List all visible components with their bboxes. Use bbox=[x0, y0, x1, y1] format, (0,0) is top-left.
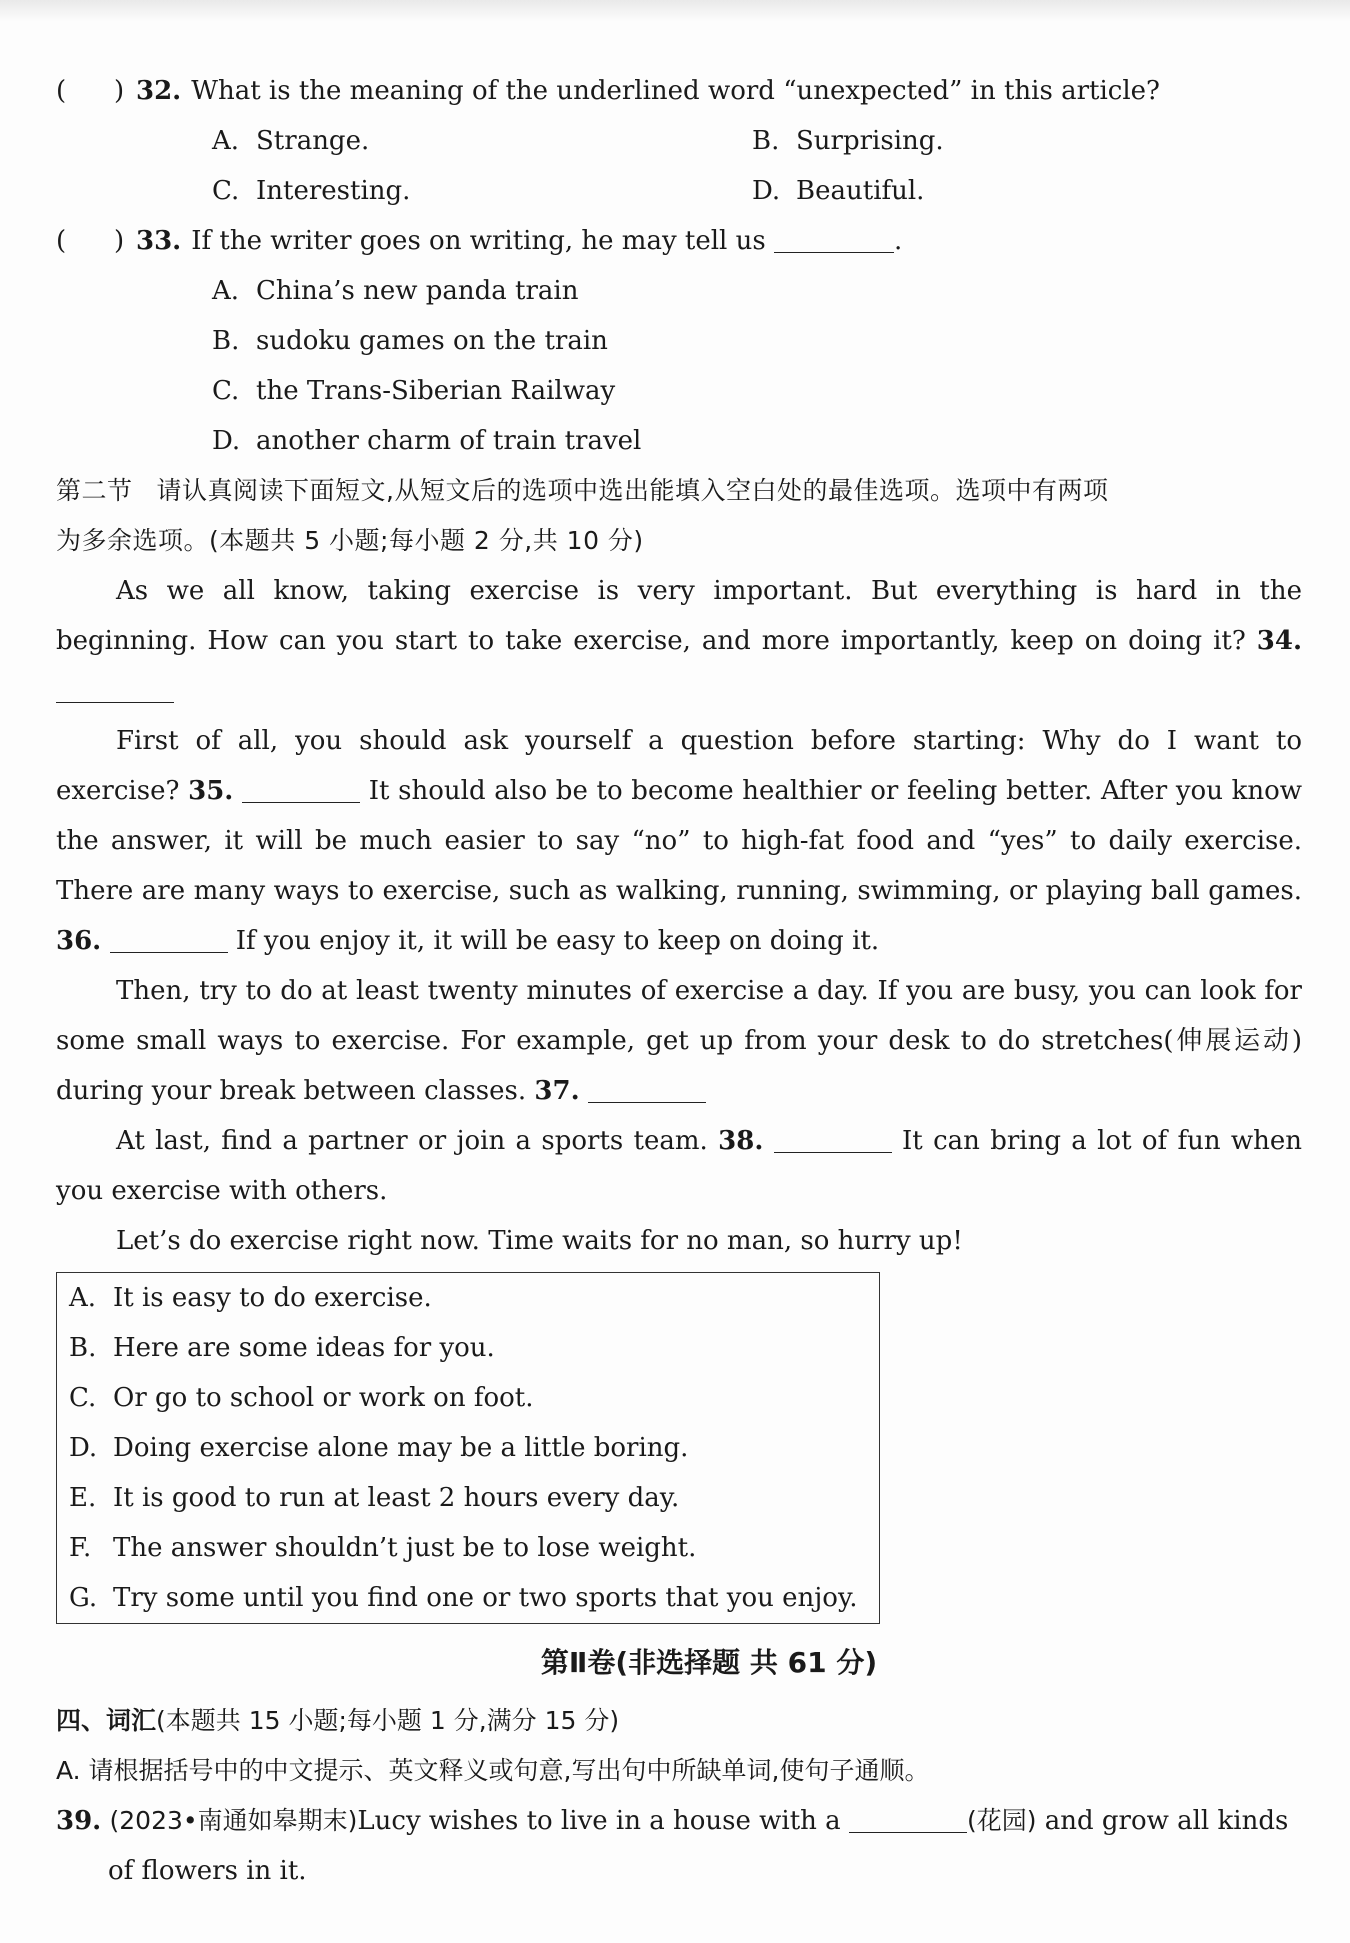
answer-blank-38[interactable] bbox=[774, 1118, 892, 1153]
blank-number-36: 36. bbox=[56, 926, 102, 956]
choice-c: C. Or go to school or work on foot. bbox=[69, 1383, 534, 1413]
option-c: C. Interesting. bbox=[212, 176, 411, 206]
question-stem: What is the meaning of the underlined word “unexpected” in this article? bbox=[191, 76, 1160, 106]
choice-a: A. It is easy to do exercise. bbox=[69, 1283, 432, 1313]
option-a: A. Strange. bbox=[212, 126, 370, 156]
section-4-subheading-a: A. 请根据括号中的中文提示、英文释义或句意,写出句中所缺单词,使句子通顺。 bbox=[56, 1756, 930, 1785]
section-4-heading: 四、词汇(本题共 15 小题;每小题 1 分,满分 15 分) bbox=[56, 1706, 620, 1735]
answer-blank-34[interactable] bbox=[56, 668, 174, 703]
answer-blank[interactable] bbox=[774, 218, 894, 253]
blank-number-34: 34. bbox=[1256, 626, 1303, 656]
blank-number-37: 37. bbox=[534, 1076, 580, 1106]
option-a: A. China’s new panda train bbox=[212, 276, 579, 306]
option-d: D. another charm of train travel bbox=[212, 426, 642, 456]
passage-paragraph-2: First of all, you should ask yourself a question before starting: Why do I want to exercise? 35. It should also be to become healthier or feeling better. After you know the answer, it will be much easier to say “no” to high-fat food and “yes” to daily exercise. There are many ways to exercise, such as walking, running, swimming, or playing ball games. 36. If you enjoy it, it will be easy to keep on doing it. bbox=[56, 726, 1303, 956]
choice-f: F. The answer shouldn’t just be to lose weight. bbox=[69, 1533, 697, 1563]
answer-blank-39[interactable] bbox=[849, 1798, 967, 1833]
blank-number-38: 38. bbox=[718, 1126, 764, 1156]
passage-paragraph-1: As we all know, taking exercise is very important. But everything is hard in the beginning. How can you start to take exercise, and more importantly, keep on doing it? 34. bbox=[56, 566, 1302, 716]
choice-b: B. Here are some ideas for you. bbox=[69, 1333, 495, 1363]
answer-blank-37[interactable] bbox=[588, 1068, 706, 1103]
question-stem: If the writer goes on writing, he may tell us bbox=[191, 226, 766, 256]
question-number: 33. bbox=[136, 226, 182, 256]
blank-number-35: 35. bbox=[188, 776, 234, 806]
answer-paren[interactable]: ( ) bbox=[56, 76, 125, 106]
question-33: ( ) 33. If the writer goes on writing, he may tell us . bbox=[56, 216, 1302, 266]
choice-g: G. Try some until you find one or two sports that you enjoy. bbox=[69, 1583, 858, 1613]
choice-d: D. Doing exercise alone may be a little boring. bbox=[69, 1433, 689, 1463]
choice-e: E. It is good to run at least 2 hours every day. bbox=[69, 1483, 680, 1513]
passage-paragraph-5: Let’s do exercise right now. Time waits for no man, so hurry up! bbox=[116, 1226, 963, 1256]
question-source: (2023•南通如皋期末) bbox=[109, 1806, 358, 1835]
question-32 bbox=[56, 66, 1302, 116]
answer-blank-36[interactable] bbox=[110, 918, 228, 953]
option-c: C. the Trans-Siberian Railway bbox=[212, 376, 616, 406]
part-2-title: 第Ⅱ卷(非选择题 共 61 分) bbox=[540, 1646, 878, 1679]
option-b: B. sudoku games on the train bbox=[212, 326, 608, 356]
q32-options bbox=[56, 116, 1302, 216]
answer-blank-35[interactable] bbox=[242, 768, 360, 803]
passage-paragraph-3: Then, try to do at least twenty minutes of exercise a day. If you are busy, you can look for some small ways to exercise. For example, get up from your desk to do stretches(伸展运动) during your break between classes. 37. bbox=[56, 976, 1302, 1106]
question-39: 39. (2023•南通如皋期末)Lucy wishes to live in a house with a (花园) and grow all kinds of flowers in it. bbox=[56, 1796, 1302, 1896]
section-2-instruction-cont: 为多余选项。(本题共 5 小题;每小题 2 分,共 10 分) bbox=[56, 526, 644, 555]
question-number: 32. bbox=[136, 76, 182, 106]
option-b: B. Surprising. bbox=[752, 126, 944, 156]
section-2-instruction: 第二节 请认真阅读下面短文,从短文后的选项中选出能填入空白处的最佳选项。选项中有两项 bbox=[56, 476, 1109, 505]
passage-paragraph-4: At last, find a partner or join a sports team. 38. It can bring a lot of fun when you exercise with others. bbox=[56, 1116, 1302, 1216]
question-number: 39. bbox=[56, 1806, 102, 1836]
options-box bbox=[56, 1272, 880, 1624]
answer-paren[interactable]: ( ) bbox=[56, 226, 125, 256]
option-d: D. Beautiful. bbox=[752, 176, 925, 206]
